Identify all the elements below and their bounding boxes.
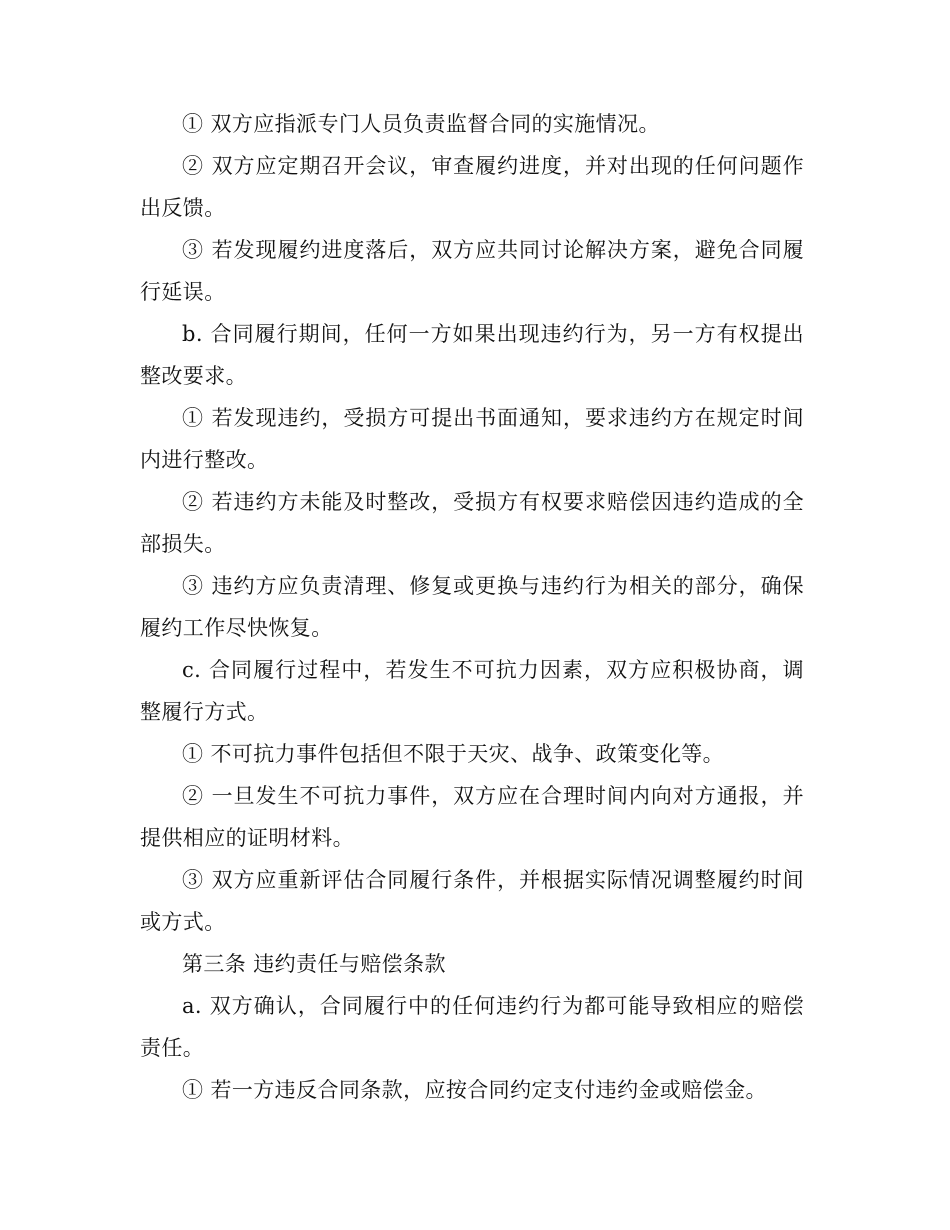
paragraph-2: ② 双方应定期召开会议，审查履约进度，并对出现的任何问题作出反馈。: [140, 154, 804, 220]
section-heading: 第三条 违约责任与赔偿条款: [182, 952, 446, 976]
paragraph-9: ① 不可抗力事件包括但不限于天灾、战争、政策变化等。: [182, 742, 725, 766]
paragraph-14: ① 若一方违反合同条款，应按合同约定支付违约金或赔偿金。: [182, 1078, 767, 1102]
paragraph-11: ③ 双方应重新评估合同履行条件，并根据实际情况调整履约时间或方式。: [140, 868, 804, 934]
paragraph-10: ② 一旦发生不可抗力事件，双方应在合理时间内向对方通报，并提供相应的证明材料。: [140, 784, 804, 850]
paragraph-8: c. 合同履行过程中，若发生不可抗力因素，双方应积极协商，调整履行方式。: [140, 658, 804, 724]
paragraph-6: ② 若违约方未能及时整改，受损方有权要求赔偿因违约造成的全部损失。: [140, 490, 804, 556]
paragraph-4: b. 合同履行期间，任何一方如果出现违约行为，另一方有权提出整改要求。: [140, 322, 804, 388]
paragraph-3: ③ 若发现履约进度落后，双方应共同讨论解决方案，避免合同履行延误。: [140, 238, 804, 304]
paragraph-5: ① 若发现违约，受损方可提出书面通知，要求违约方在规定时间内进行整改。: [140, 406, 804, 472]
paragraph-1: ① 双方应指派专门人员负责监督合同的实施情况。: [182, 112, 660, 136]
paragraph-7: ③ 违约方应负责清理、修复或更换与违约行为相关的部分，确保履约工作尽快恢复。: [140, 574, 804, 640]
document-body: [140, 103, 804, 1111]
paragraph-13: a. 双方确认，合同履行中的任何违约行为都可能导致相应的赔偿责任。: [140, 994, 804, 1060]
